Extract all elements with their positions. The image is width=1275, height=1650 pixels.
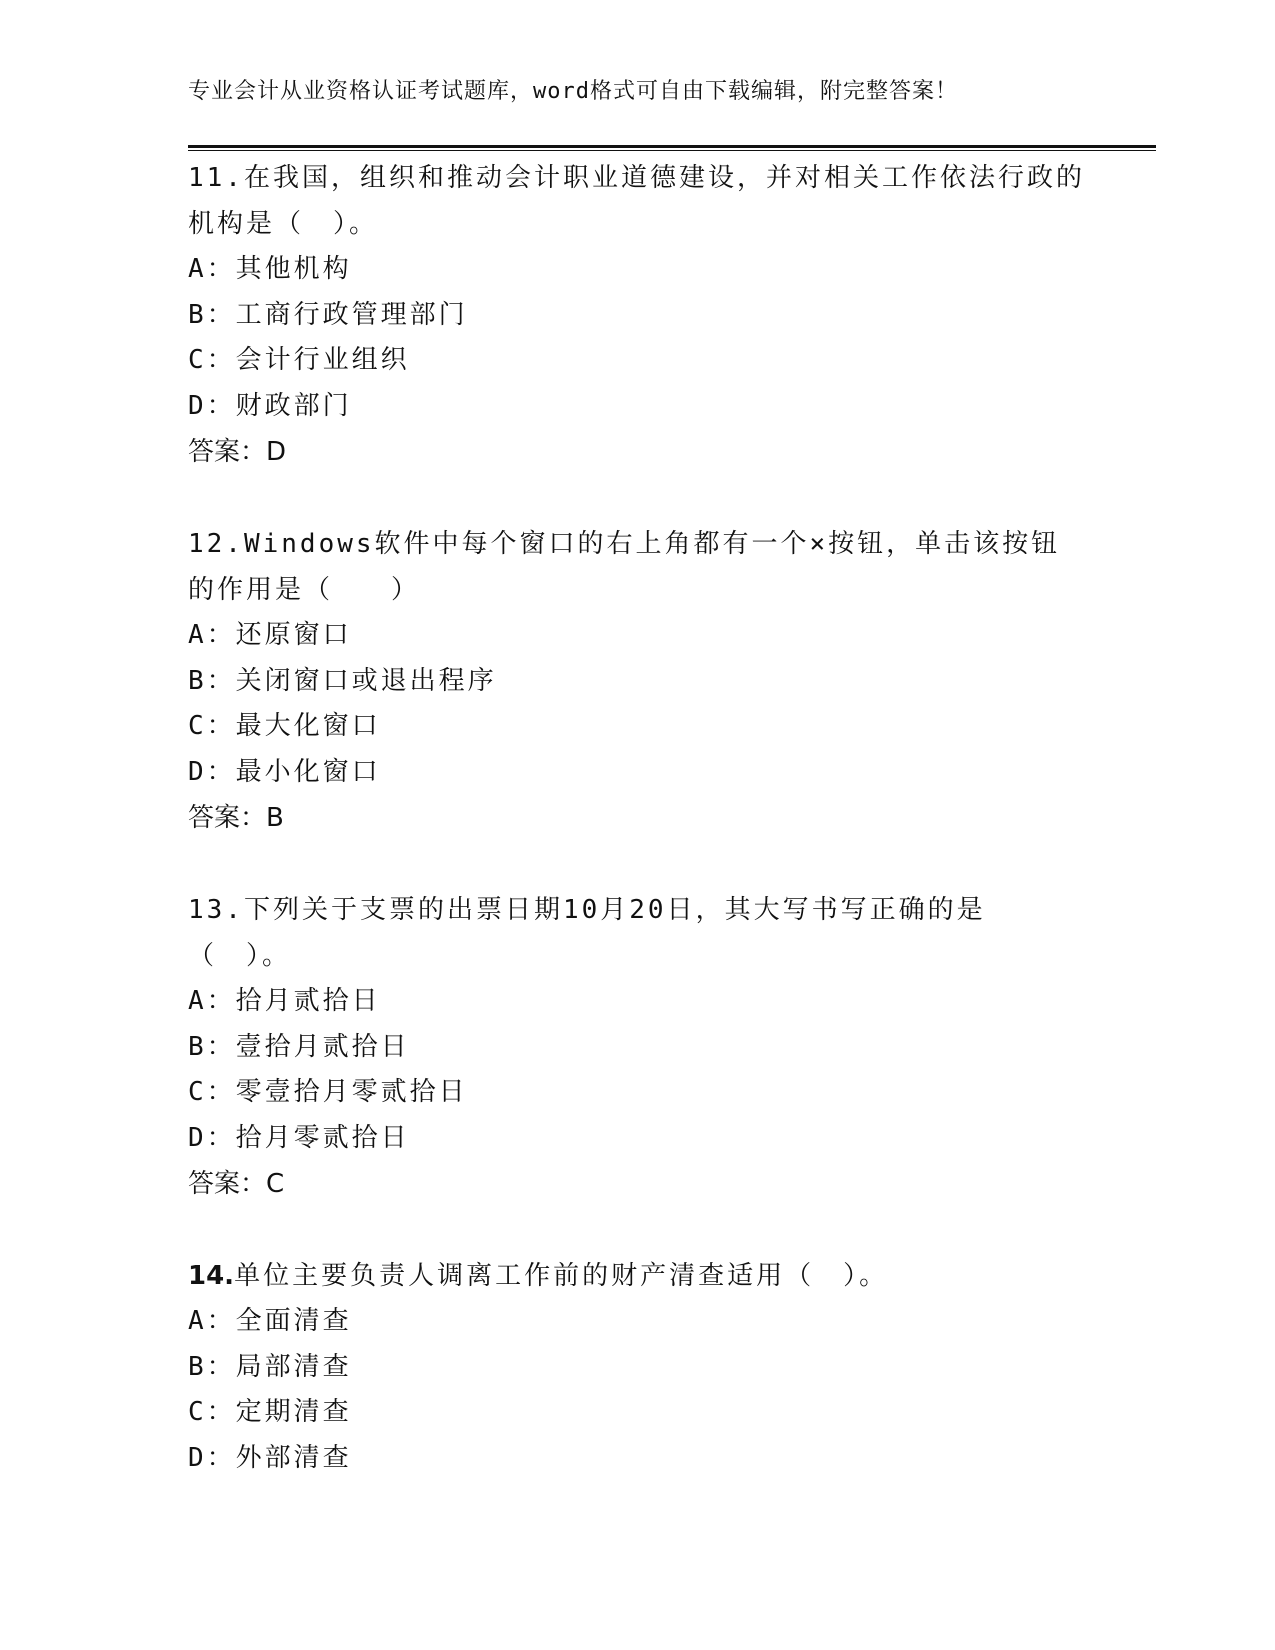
header-divider <box>188 145 1156 148</box>
option-c: C：会计行业组织 <box>188 345 410 375</box>
option-a: A：拾月贰拾日 <box>188 986 381 1016</box>
question-14 <box>188 1253 1088 1481</box>
page-header: 专业会计从业资格认证考试题库，word格式可自由下载编辑，附完整答案！ <box>188 79 958 104</box>
question-text: 单位主要负责人调离工作前的财产清查适用（ ）。 <box>234 1261 889 1291</box>
option-d: D：外部清查 <box>188 1442 352 1473</box>
question-13 <box>188 887 1088 1207</box>
option-b: B：壹拾月贰拾日 <box>188 1031 410 1062</box>
question-stem: 13.下列关于支票的出票日期10月20日，其大写书写正确的是（ ）。 <box>188 895 986 971</box>
option-c: C：最大化窗口 <box>188 711 381 741</box>
option-c: C：定期清查 <box>188 1397 352 1427</box>
answer-line: 答案：D <box>188 437 287 467</box>
option-a: A：还原窗口 <box>188 620 352 650</box>
question-11 <box>188 155 1088 475</box>
question-list <box>188 155 1088 1527</box>
answer-line: 答案：C <box>188 1169 285 1199</box>
question-stem <box>188 1253 1088 1299</box>
option-d: D：拾月零贰拾日 <box>188 1122 410 1153</box>
question-stem: 11.在我国，组织和推动会计职业道德建设，并对相关工作依法行政的机构是（ ）。 <box>188 163 1085 239</box>
header-divider-thin <box>188 150 1156 151</box>
question-number: 14. <box>188 1261 235 1291</box>
option-d: D：最小化窗口 <box>188 756 381 787</box>
option-a: A：其他机构 <box>188 254 352 284</box>
option-d: D：财政部门 <box>188 390 352 421</box>
answer-line: 答案：B <box>188 803 284 833</box>
question-12 <box>188 521 1088 841</box>
option-c: C：零壹拾月零贰拾日 <box>188 1077 468 1107</box>
option-b: B：工商行政管理部门 <box>188 299 468 330</box>
question-stem: 12.Windows软件中每个窗口的右上角都有一个×按钮，单击该按钮的作用是（ ） <box>188 529 1061 605</box>
option-b: B：关闭窗口或退出程序 <box>188 665 497 696</box>
option-a: A：全面清查 <box>188 1306 352 1336</box>
option-b: B：局部清查 <box>188 1351 352 1382</box>
